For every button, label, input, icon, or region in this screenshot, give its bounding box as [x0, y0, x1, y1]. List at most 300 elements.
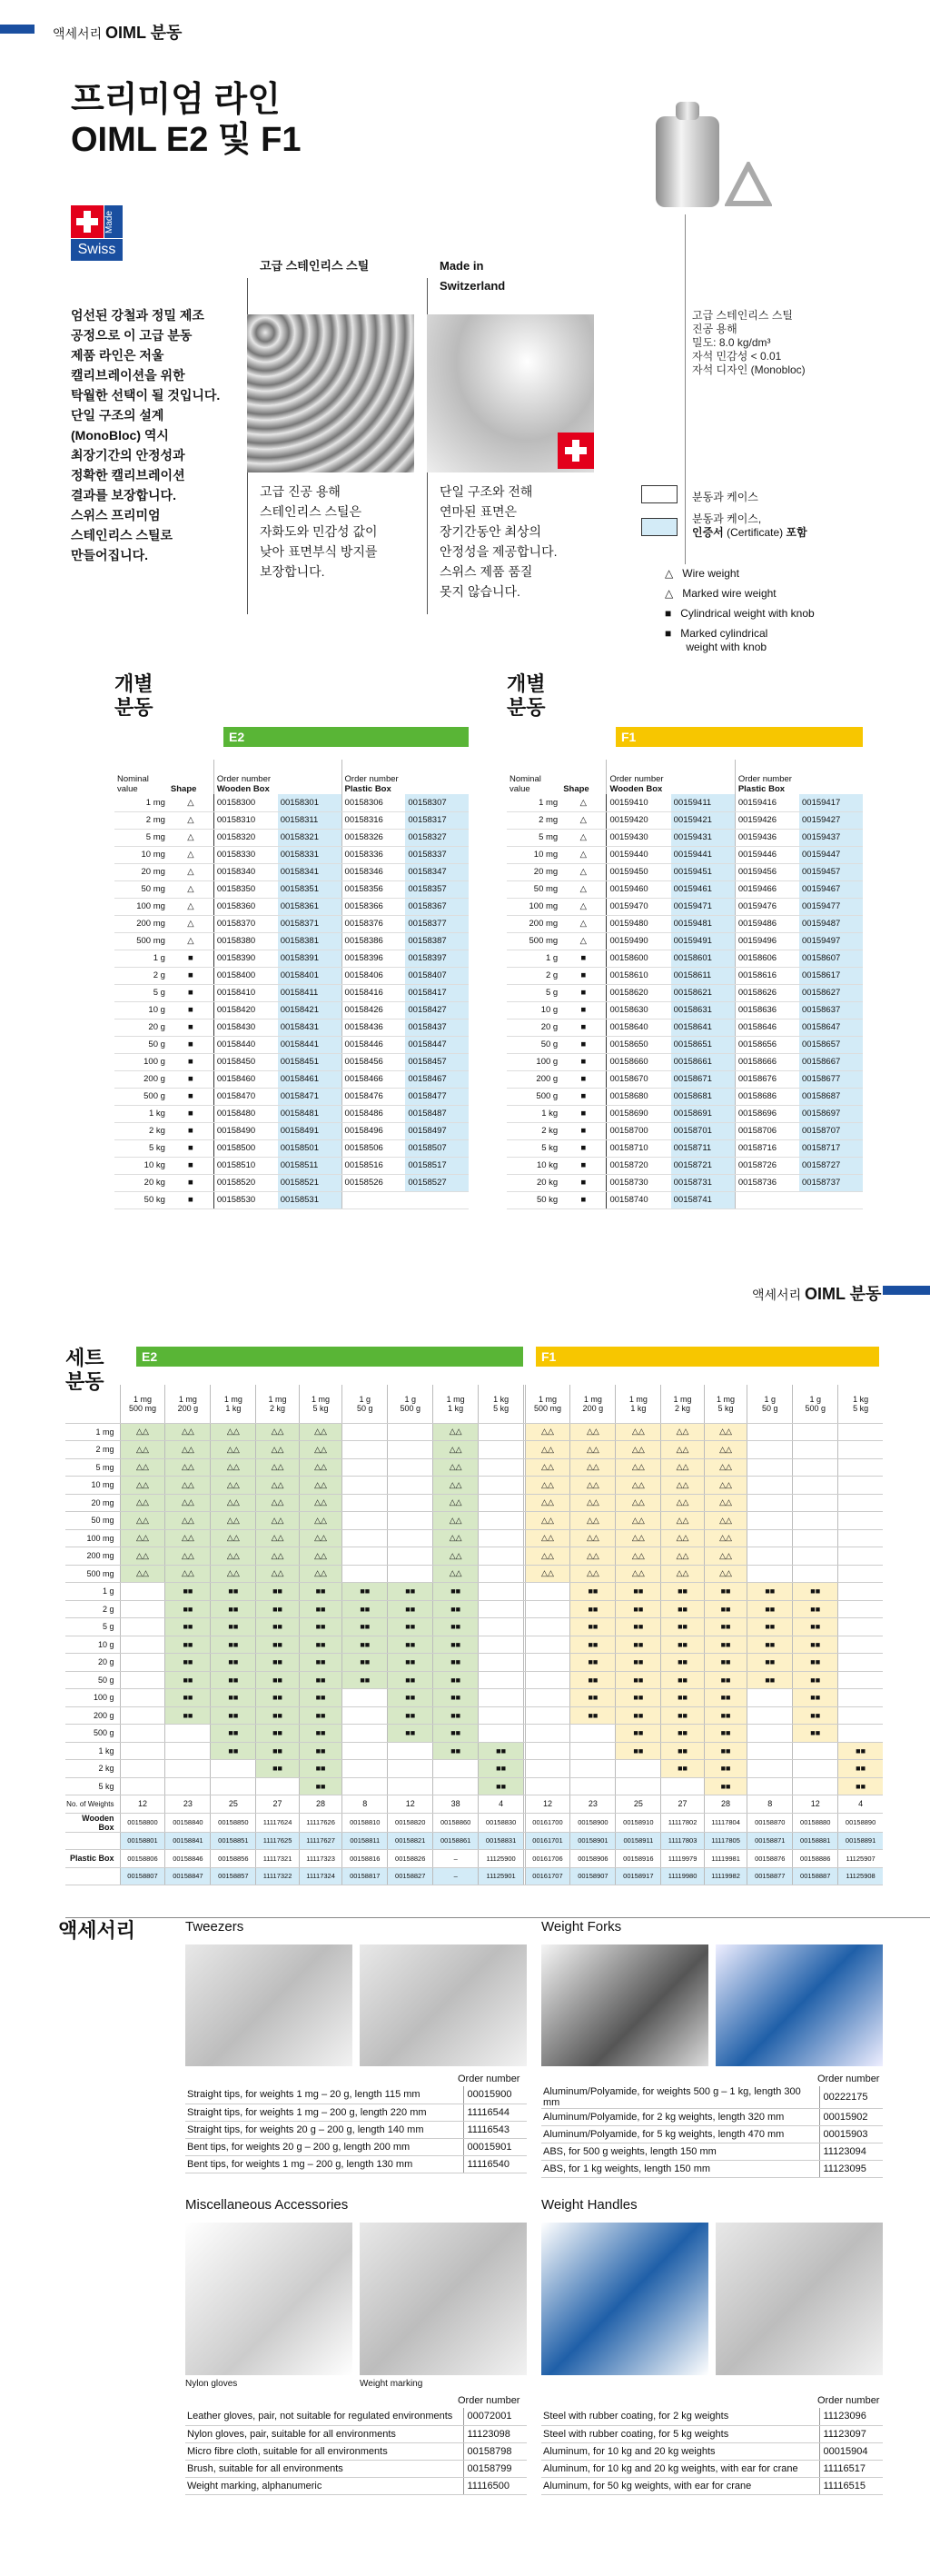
- table-row: [507, 1036, 863, 1053]
- order-wooden-cert: 00158441: [278, 1036, 341, 1053]
- set-order: 00158857: [211, 1867, 256, 1885]
- head-to: 50 g: [357, 1403, 373, 1413]
- table-row: [114, 880, 469, 898]
- set-order: 11117321: [256, 1850, 300, 1868]
- set-cell: [616, 1760, 661, 1778]
- order-plastic: 00158476: [341, 1088, 405, 1105]
- set-cell: [433, 1760, 479, 1778]
- nominal-value: 50 kg: [114, 1191, 168, 1208]
- order-wooden-cert: 00159491: [671, 932, 736, 950]
- set-row: [65, 1423, 883, 1441]
- set-cell: ■■: [661, 1600, 705, 1618]
- shape-icon: △: [560, 932, 607, 950]
- shape-icon: △: [560, 898, 607, 915]
- order-wooden: 00158660: [607, 1053, 671, 1070]
- set-cell: △△: [211, 1458, 256, 1477]
- set-cell: ■■: [433, 1618, 479, 1636]
- set-cell: △△: [525, 1477, 570, 1495]
- order-plastic-cert: 00158467: [405, 1070, 469, 1088]
- list-item: [185, 2442, 527, 2460]
- list-item: [541, 2442, 883, 2460]
- set-cell: ■■: [256, 1618, 300, 1636]
- set-row: [65, 1529, 883, 1547]
- set-cell: ■■: [570, 1689, 616, 1707]
- order-wooden-cert: 00158511: [278, 1157, 341, 1174]
- set-cell: ■■: [479, 1760, 524, 1778]
- order-plastic-cert: 00159427: [799, 811, 863, 829]
- set-cell: [661, 1777, 705, 1795]
- order-plastic-cert: 00159467: [799, 880, 863, 898]
- set-cell: △△: [661, 1458, 705, 1477]
- set-cell: △△: [299, 1477, 342, 1495]
- set-count: 27: [661, 1795, 705, 1814]
- set-cell: △△: [120, 1512, 165, 1530]
- set-cell: △△: [661, 1529, 705, 1547]
- h-value: value: [510, 784, 530, 794]
- set-cell: △△: [616, 1529, 661, 1547]
- item-order-number: 11123097: [819, 2425, 883, 2442]
- set-cell: [747, 1529, 793, 1547]
- set-cell: △△: [165, 1494, 211, 1512]
- set-cell: [342, 1423, 388, 1441]
- shape-icon: ■: [560, 1174, 607, 1191]
- table-row: [114, 1157, 469, 1174]
- set-cell: [342, 1441, 388, 1459]
- set-cell: △△: [433, 1477, 479, 1495]
- item-description: Bent tips, for weights 20 g – 200 g, length 200 mm: [185, 2138, 463, 2155]
- list-item: [541, 2086, 883, 2109]
- set-cell: △△: [525, 1423, 570, 1441]
- order-wooden: 00158300: [213, 794, 277, 811]
- set-cell: [838, 1636, 883, 1654]
- handles-title: Weight Handles: [541, 2197, 638, 2213]
- set-order: 00158871: [747, 1832, 793, 1850]
- set-cell: △△: [120, 1458, 165, 1477]
- head-to: 5 kg: [493, 1403, 510, 1413]
- order-wooden: 00158480: [213, 1105, 277, 1122]
- nominal-value: 500 mg: [507, 932, 560, 950]
- order-wooden-cert: 00159451: [671, 863, 736, 880]
- set-cell: △△: [704, 1423, 747, 1441]
- order-plastic-cert: 00158627: [799, 984, 863, 1001]
- set-cell: △△: [165, 1565, 211, 1583]
- table-row: [114, 1001, 469, 1019]
- set-order: 11117625: [256, 1832, 300, 1850]
- item-order-number: 00015902: [819, 2109, 883, 2126]
- set-order: 00158851: [211, 1832, 256, 1850]
- table-row: [114, 1070, 469, 1088]
- order-plastic-cert: 00158677: [799, 1070, 863, 1088]
- order-label: [65, 1832, 120, 1850]
- set-col-head: [479, 1385, 524, 1423]
- set-cell: ■■: [211, 1600, 256, 1618]
- set-cell: ■■: [299, 1654, 342, 1672]
- set-order: 11117802: [661, 1813, 705, 1832]
- order-wooden: 00159440: [607, 846, 671, 863]
- set-cell: ■■: [661, 1583, 705, 1601]
- order-plastic: 00158696: [735, 1105, 799, 1122]
- shape-icon: △: [168, 880, 213, 898]
- set-cell: ■■: [433, 1689, 479, 1707]
- shape-icon: ■: [560, 1191, 607, 1208]
- set-cell: ■■: [388, 1618, 433, 1636]
- item-description: ABS, for 500 g weights, length 150 mm: [541, 2143, 819, 2161]
- set-cell: ■■: [661, 1689, 705, 1707]
- set-cell: △△: [704, 1494, 747, 1512]
- set-cell: △△: [525, 1512, 570, 1530]
- order-plastic-cert: 00158737: [799, 1174, 863, 1191]
- order-wooden-cert: 00159461: [671, 880, 736, 898]
- set-row-label: 50 g: [65, 1671, 120, 1689]
- set-cell: [570, 1777, 616, 1795]
- set-cell: ■■: [433, 1654, 479, 1672]
- order-plastic-cert: 00158417: [405, 984, 469, 1001]
- table-row: [114, 794, 469, 811]
- list-item: [185, 2104, 527, 2121]
- shape-icon: △: [560, 863, 607, 880]
- shape-icon: ■: [168, 1157, 213, 1174]
- set-cell: ■■: [704, 1777, 747, 1795]
- set-cell: ■■: [570, 1636, 616, 1654]
- set-cell: [793, 1423, 838, 1441]
- order-plastic: 00158316: [341, 811, 405, 829]
- set-cell: ■■: [570, 1618, 616, 1636]
- item-description: Aluminum, for 10 kg and 20 kg weights, with ear for crane: [541, 2460, 819, 2477]
- set-cell: ■■: [616, 1600, 661, 1618]
- swiss-made-logo: [71, 205, 125, 262]
- table-row: [507, 1157, 863, 1174]
- set-order: 00161701: [525, 1832, 570, 1850]
- order-plastic-cert: 00158327: [405, 829, 469, 846]
- marking-photo: [360, 2223, 527, 2375]
- set-cell: ■■: [747, 1671, 793, 1689]
- set-row-label: 200 mg: [65, 1547, 120, 1566]
- set-cell: [747, 1706, 793, 1725]
- set-cell: ■■: [704, 1583, 747, 1601]
- shape-icon: ■: [560, 1036, 607, 1053]
- set-cell: △△: [120, 1477, 165, 1495]
- head-from: 1 mg: [628, 1394, 648, 1404]
- individual-title: 개별 분동: [114, 672, 153, 719]
- shape-icon: △: [560, 880, 607, 898]
- set-order: 00158800: [120, 1813, 165, 1832]
- set-col-head: [570, 1385, 616, 1423]
- set-cell: [120, 1671, 165, 1689]
- set-cell: ■■: [388, 1671, 433, 1689]
- order-wooden: 00159430: [607, 829, 671, 846]
- order-wooden: 00158630: [607, 1001, 671, 1019]
- order-plastic-cert: 00158407: [405, 967, 469, 984]
- order-plastic: 00158466: [341, 1070, 405, 1088]
- order-wooden-cert: 00158621: [671, 984, 736, 1001]
- set-order: 00158816: [342, 1850, 388, 1868]
- set-cell: △△: [661, 1477, 705, 1495]
- set-cell: △△: [165, 1529, 211, 1547]
- set-cell: ■■: [299, 1706, 342, 1725]
- set-cell: [388, 1777, 433, 1795]
- item-order-number: 11123098: [463, 2425, 527, 2442]
- order-wooden-cert: 00158671: [671, 1070, 736, 1088]
- set-order: 00158810: [342, 1813, 388, 1832]
- set-cell: △△: [570, 1494, 616, 1512]
- list-item: [185, 2138, 527, 2155]
- set-cell: [120, 1583, 165, 1601]
- order-plastic: 00159496: [735, 932, 799, 950]
- sets-title: 세트 분동: [65, 1347, 104, 1393]
- set-cell: △△: [433, 1512, 479, 1530]
- table-row: [507, 1001, 863, 1019]
- set-order: 11125908: [838, 1867, 883, 1885]
- set-count: 25: [616, 1795, 661, 1814]
- order-label-handles: Order number: [817, 2395, 880, 2406]
- table-row: [507, 863, 863, 880]
- shape-icon: △: [168, 932, 213, 950]
- set-cell: [838, 1583, 883, 1601]
- set-order: 00158831: [479, 1832, 524, 1850]
- accessories-rule: [65, 1917, 930, 1918]
- forks-table: [541, 2086, 883, 2178]
- nominal-value: 100 mg: [114, 898, 168, 915]
- set-cell: [120, 1636, 165, 1654]
- order-wooden-cert: 00158731: [671, 1174, 736, 1191]
- set-cell: ■■: [747, 1654, 793, 1672]
- shape-icon: ■: [560, 1122, 607, 1139]
- item-description: Bent tips, for weights 1 mg – 200 g, length 130 mm: [185, 2155, 463, 2173]
- set-cell: [120, 1725, 165, 1743]
- tweezers-photo-1: [185, 1944, 352, 2066]
- set-order: 00158840: [165, 1813, 211, 1832]
- set-cell: △△: [256, 1458, 300, 1477]
- weight-knob: [676, 102, 699, 120]
- set-cell: [838, 1706, 883, 1725]
- order-wooden-cert: 00158381: [278, 932, 341, 950]
- table-row: [507, 1070, 863, 1088]
- set-cell: △△: [299, 1423, 342, 1441]
- set-order: 00158856: [211, 1850, 256, 1868]
- set-cell: [747, 1512, 793, 1530]
- set-cell: ■■: [793, 1706, 838, 1725]
- order-plastic: 00158436: [341, 1019, 405, 1036]
- set-cell: ■■: [256, 1689, 300, 1707]
- table-row: [114, 1053, 469, 1070]
- set-cell: [838, 1618, 883, 1636]
- set-order: 00158916: [616, 1850, 661, 1868]
- h-plastic: Plastic Box: [737, 784, 786, 794]
- set-cell: ■■: [433, 1600, 479, 1618]
- nominal-value: 100 g: [507, 1053, 560, 1070]
- set-row: [65, 1636, 883, 1654]
- set-cell: [793, 1477, 838, 1495]
- set-row: [65, 1477, 883, 1495]
- set-cell: [120, 1618, 165, 1636]
- item-description: Leather gloves, pair, not suitable for regulated environments: [185, 2408, 463, 2425]
- item-description: Aluminum/Polyamide, for weights 500 g – 1 kg, length 300 mm: [541, 2086, 819, 2109]
- nominal-value: 50 g: [114, 1036, 168, 1053]
- nominal-value: 200 g: [114, 1070, 168, 1088]
- order-wooden: 00159460: [607, 880, 671, 898]
- set-order: 11117324: [299, 1867, 342, 1885]
- set-cell: [525, 1636, 570, 1654]
- set-cell: ■■: [838, 1742, 883, 1760]
- shape-icon: △: [560, 846, 607, 863]
- set-cell: △△: [570, 1423, 616, 1441]
- order-wooden: 00159470: [607, 898, 671, 915]
- set-cell: [793, 1760, 838, 1778]
- nominal-value: 10 mg: [507, 846, 560, 863]
- nominal-value: 50 kg: [507, 1191, 560, 1208]
- set-cell: [525, 1671, 570, 1689]
- set-cell: ■■: [747, 1600, 793, 1618]
- set-cell: △△: [120, 1423, 165, 1441]
- set-cell: ■■: [793, 1671, 838, 1689]
- order-plastic-cert: 00158697: [799, 1105, 863, 1122]
- table-row: [114, 1019, 469, 1036]
- set-order: 00158911: [616, 1832, 661, 1850]
- table-row: [114, 846, 469, 863]
- item-order-number: 11116515: [819, 2477, 883, 2494]
- set-cell: △△: [433, 1441, 479, 1459]
- set-cell: ■■: [704, 1742, 747, 1760]
- set-col-head: [838, 1385, 883, 1423]
- head-from: 1 mg: [673, 1394, 692, 1404]
- head-from: 1 mg: [446, 1394, 465, 1404]
- set-col-head: [388, 1385, 433, 1423]
- order-plastic-cert: 00158637: [799, 1001, 863, 1019]
- set-cell: [747, 1494, 793, 1512]
- order-plastic-cert: 00158397: [405, 950, 469, 967]
- head-to: 50 g: [762, 1403, 778, 1413]
- misc-table: [185, 2408, 527, 2495]
- item-order-number: 00015901: [463, 2138, 527, 2155]
- set-cell: [342, 1458, 388, 1477]
- set-cell: ■■: [616, 1654, 661, 1672]
- order-wooden-cert: 00158341: [278, 863, 341, 880]
- set-cell: ■■: [793, 1689, 838, 1707]
- set-row: [65, 1618, 883, 1636]
- set-order: 11117627: [299, 1832, 342, 1850]
- set-cell: ■■: [256, 1760, 300, 1778]
- set-cell: [747, 1565, 793, 1583]
- nominal-value: 200 g: [507, 1070, 560, 1088]
- set-cell: ■■: [299, 1777, 342, 1795]
- set-cell: [479, 1618, 524, 1636]
- set-order: 00158847: [165, 1867, 211, 1885]
- set-row-label: 20 mg: [65, 1494, 120, 1512]
- head-to: 5 kg: [312, 1403, 329, 1413]
- set-cell: [479, 1423, 524, 1441]
- set-cell: △△: [165, 1477, 211, 1495]
- order-wooden: 00158410: [213, 984, 277, 1001]
- marked-cylinder-icon: ■: [665, 627, 672, 640]
- set-cell: [838, 1458, 883, 1477]
- set-cell: △△: [299, 1458, 342, 1477]
- set-order: 00158850: [211, 1813, 256, 1832]
- set-order: 11117804: [704, 1813, 747, 1832]
- order-plastic-cert: 00158487: [405, 1105, 469, 1122]
- order-plastic-cert: 00159457: [799, 863, 863, 880]
- order-plastic-cert: 00158427: [405, 1001, 469, 1019]
- shape-icon: ■: [168, 1053, 213, 1070]
- head-to: 500 mg: [128, 1403, 156, 1413]
- shape-icon: △: [168, 811, 213, 829]
- set-cell: ■■: [342, 1583, 388, 1601]
- order-plastic-cert: 00159447: [799, 846, 863, 863]
- marked-wire-icon: △: [665, 587, 674, 600]
- order-wooden: 00158390: [213, 950, 277, 967]
- item-description: Aluminum/Polyamide, for 2 kg weights, length 320 mm: [541, 2109, 819, 2126]
- item-description: Micro fibre cloth, suitable for all environments: [185, 2442, 463, 2460]
- set-cell: [747, 1477, 793, 1495]
- intro-text: 엄선된 강철과 정밀 제조 공정으로 이 고급 분동 제품 라인은 저울 캘리브레이션을 위한 탁월한 선택이 될 것입니다. 단일 구조의 설계 (MonoBloc) 역시 최장기간의 안정성과 정확한 캘리브레이션 결과를 보장합니다. 스위스 프리미엄 스테인리스 스틸로 만들어집니다.: [71, 308, 221, 562]
- table-row: [114, 1036, 469, 1053]
- set-cell: ■■: [165, 1636, 211, 1654]
- set-cell: ■■: [256, 1725, 300, 1743]
- set-row-label: 500 g: [65, 1725, 120, 1743]
- table-row: [507, 1122, 863, 1139]
- legend-plastic: 분동과 케이스: [692, 491, 758, 503]
- set-cell: △△: [616, 1458, 661, 1477]
- set-cell: △△: [120, 1529, 165, 1547]
- set-cell: ■■: [388, 1583, 433, 1601]
- nominal-value: 500 g: [507, 1088, 560, 1105]
- set-col-head: [342, 1385, 388, 1423]
- list-item: [185, 2155, 527, 2173]
- order-plastic: 00158356: [341, 880, 405, 898]
- spec-line: [685, 214, 686, 564]
- order-plastic-cert: [405, 1191, 469, 1208]
- set-cell: [120, 1689, 165, 1707]
- item-order-number: 11123094: [819, 2143, 883, 2161]
- set-cell: ■■: [661, 1636, 705, 1654]
- order-wooden: 00158510: [213, 1157, 277, 1174]
- order-wooden-cert: 00158651: [671, 1036, 736, 1053]
- set-cell: [525, 1654, 570, 1672]
- header-accent-bar: [0, 25, 35, 34]
- set-cell: ■■: [570, 1600, 616, 1618]
- nominal-value: 2 mg: [507, 811, 560, 829]
- set-order: 11119979: [661, 1850, 705, 1868]
- order-plastic: 00158616: [735, 967, 799, 984]
- shape-icon: ■: [560, 1053, 607, 1070]
- set-cell: [388, 1760, 433, 1778]
- wire-weight-photo: [725, 162, 772, 209]
- set-cell: [793, 1494, 838, 1512]
- set-cell: [838, 1725, 883, 1743]
- order-wooden-cert: 00158741: [671, 1191, 736, 1208]
- set-cell: [342, 1725, 388, 1743]
- set-order: 00158887: [793, 1867, 838, 1885]
- set-count: 27: [256, 1795, 300, 1814]
- corner: [65, 1385, 120, 1423]
- set-count: 23: [570, 1795, 616, 1814]
- set-order: 11117322: [256, 1867, 300, 1885]
- set-cell: ■■: [388, 1600, 433, 1618]
- order-wooden-cert: 00158361: [278, 898, 341, 915]
- shape-icon: ■: [168, 1036, 213, 1053]
- order-plastic: 00158396: [341, 950, 405, 967]
- set-cell: △△: [433, 1494, 479, 1512]
- set-cell: [479, 1565, 524, 1583]
- set-cell: △△: [704, 1512, 747, 1530]
- set-order: –: [433, 1867, 479, 1885]
- set-order: 11117323: [299, 1850, 342, 1868]
- set-cell: [165, 1760, 211, 1778]
- item-order-number: 00015904: [819, 2442, 883, 2460]
- table-row: [114, 950, 469, 967]
- set-cell: △△: [165, 1547, 211, 1566]
- list-item: [541, 2460, 883, 2477]
- shape-icon: ■: [560, 967, 607, 984]
